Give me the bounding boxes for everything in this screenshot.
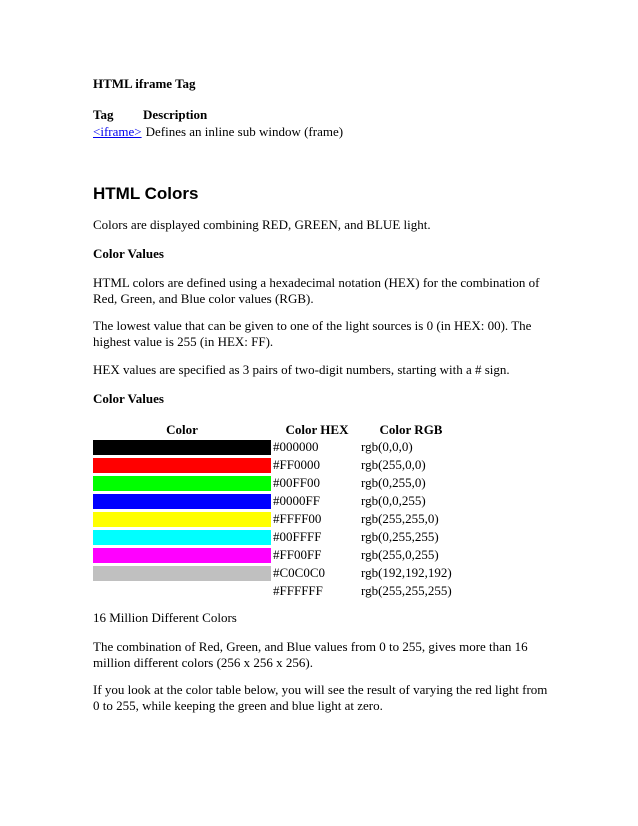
color-hex-value: #FF00FF [273,547,322,562]
color-swatch [93,440,271,455]
color-hex-value: #00FF00 [273,475,320,490]
iframe-section-title: HTML iframe Tag [93,76,196,91]
color-table-body [93,438,471,600]
color-column-header: Color [166,422,198,437]
hex-column-header: Color HEX [285,422,349,437]
color-rgb-value: rgb(0,0,255) [361,493,426,508]
color-rgb-value: rgb(255,255,255) [361,583,452,598]
color-swatch [93,584,271,599]
color-hex-value: #FF0000 [273,457,320,472]
iframe-tag-link[interactable]: <iframe> [93,124,142,139]
color-table-row [93,510,471,528]
color-table [93,422,471,600]
tag-table [93,107,343,141]
color-table-header [93,422,471,438]
color-swatch [93,476,271,491]
tag-column-header: Tag [93,107,114,122]
color-values-subheading: Color Values [93,246,164,261]
color-table-row [93,438,471,456]
hex-notation-paragraph: HTML colors are defined using a hexadecimal notation (HEX) for the combination of Red, Green, and Blue color values (RGB). [93,275,540,306]
color-rgb-value: rgb(255,0,0) [361,457,426,472]
color-rgb-value: rgb(255,255,0) [361,511,439,526]
color-swatch [93,494,271,509]
color-hex-value: #0000FF [273,493,320,508]
color-table-row [93,582,471,600]
color-rgb-value: rgb(0,255,0) [361,475,426,490]
color-table-row [93,546,471,564]
color-table-row [93,564,471,582]
color-swatch [93,458,271,473]
color-hex-value: #000000 [273,439,319,454]
color-table-row [93,456,471,474]
color-hex-value: #FFFFFF [273,583,323,598]
color-table-intro-paragraph: If you look at the color table below, you will see the result of varying the red light from 0 to 255, while keeping the green and blue light at zero. [93,682,548,713]
color-rgb-value: rgb(0,0,0) [361,439,413,454]
color-hex-value: #C0C0C0 [273,565,326,580]
color-values-subheading-2: Color Values [93,391,164,406]
color-table-row [93,528,471,546]
color-swatch [93,548,271,563]
color-table-row [93,492,471,510]
intro-paragraph: Colors are displayed combining RED, GREEN, and BLUE light. [93,217,431,232]
million-colors-title: 16 Million Different Colors [93,610,237,625]
color-swatch [93,512,271,527]
color-hex-value: #FFFF00 [273,511,322,526]
tag-table-header [93,107,343,124]
color-swatch [93,530,271,545]
lowest-value-paragraph: The lowest value that can be given to one of the light sources is 0 (in HEX: 00). The highest value is 255 (in HEX: FF). [93,318,532,349]
html-colors-heading: HTML Colors [93,184,199,203]
rgb-column-header: Color RGB [379,422,443,437]
color-rgb-value: rgb(192,192,192) [361,565,452,580]
tag-table-row [93,124,343,141]
description-column-header: Description [143,107,208,122]
hex-pairs-paragraph: HEX values are specified as 3 pairs of two-digit numbers, starting with a # sign. [93,362,510,377]
color-hex-value: #00FFFF [273,529,322,544]
color-rgb-value: rgb(0,255,255) [361,529,439,544]
color-table-row [93,474,471,492]
color-swatch [93,566,271,581]
iframe-tag-description: Defines an inline sub window (frame) [145,124,344,139]
color-rgb-value: rgb(255,0,255) [361,547,439,562]
combination-paragraph: The combination of Red, Green, and Blue values from 0 to 255, gives more than 16 million different colors (256 x 256 x 256). [93,639,528,670]
